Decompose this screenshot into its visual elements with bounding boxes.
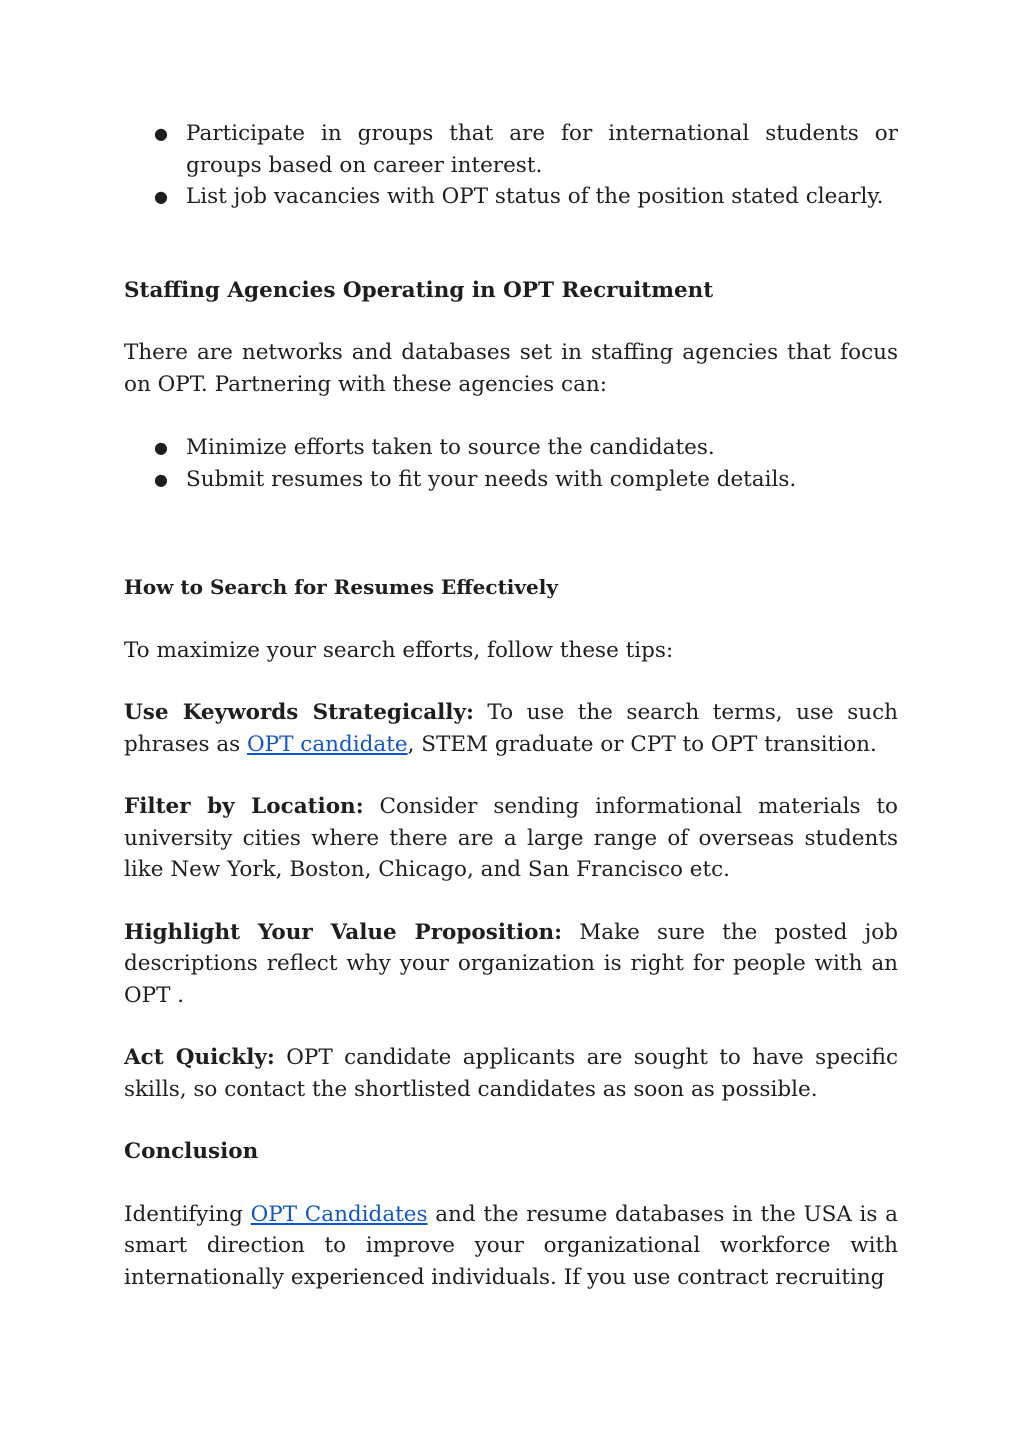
- document-page: [124, 118, 898, 1293]
- list-item: ● Submit resumes to fit your needs with complete details.: [124, 464, 898, 496]
- paragraph-tips-intro: To maximize your search efforts, follow these tips:: [124, 637, 674, 663]
- list-item: ● Participate in groups that are for international students or groups based on career interest.: [124, 118, 898, 181]
- list-item: ● Minimize efforts taken to source the candidates.: [124, 432, 898, 464]
- tip-label: Use Keywords Strategically:: [124, 700, 474, 725]
- bullet-list-agencies: [124, 432, 898, 495]
- bullet-icon: ●: [154, 469, 168, 489]
- bullet-icon: ●: [154, 438, 168, 457]
- tip-label: Highlight Your Value Proposition:: [124, 919, 563, 945]
- paragraph-conclusion: Identifying OPT Candidates and the resume databases in the USA is a smart direction to improve your organizational workforce with internationally experienced individuals. If you use contract recruiting: [124, 1201, 898, 1290]
- bullet-list-groups: [124, 118, 898, 213]
- heading-staffing-agencies: Staffing Agencies Operating in OPT Recruitment: [124, 277, 714, 303]
- list-item: ● List job vacancies with OPT status of the position stated clearly.: [124, 181, 898, 213]
- bullet-icon: ●: [154, 124, 168, 143]
- tip-keywords: Use Keywords Strategically: To use the search terms, use such phrases as OPT candidate, STEM graduate or CPT to OPT transition.: [124, 700, 899, 757]
- tip-location: Filter by Location: Consider sending informational materials to university cities where there are a large range of overseas students like New York, Boston, Chicago, and San Francisco etc.: [124, 794, 898, 882]
- tip-act-quickly: Act Quickly: OPT candidate applicants are sought to have specific skills, so contact the shortlisted candidates as soon as possible.: [124, 1045, 898, 1102]
- paragraph-agencies: There are networks and databases set in staffing agencies that focus on OPT. Partnering with these agencies can:: [124, 340, 898, 397]
- opt-candidate-link[interactable]: OPT candidate: [247, 731, 408, 757]
- heading-search-resumes: How to Search for Resumes Effectively: [124, 575, 558, 599]
- opt-candidates-link[interactable]: OPT Candidates: [250, 1201, 428, 1227]
- tip-label: Filter by Location:: [124, 794, 364, 819]
- bullet-icon: ●: [154, 187, 168, 206]
- tip-label: Act Quickly:: [124, 1045, 275, 1070]
- tip-value-proposition: Highlight Your Value Proposition: Make sure the posted job descriptions reflect why your organization is right for people with an OPT .: [124, 919, 898, 1008]
- heading-conclusion: Conclusion: [124, 1139, 259, 1164]
